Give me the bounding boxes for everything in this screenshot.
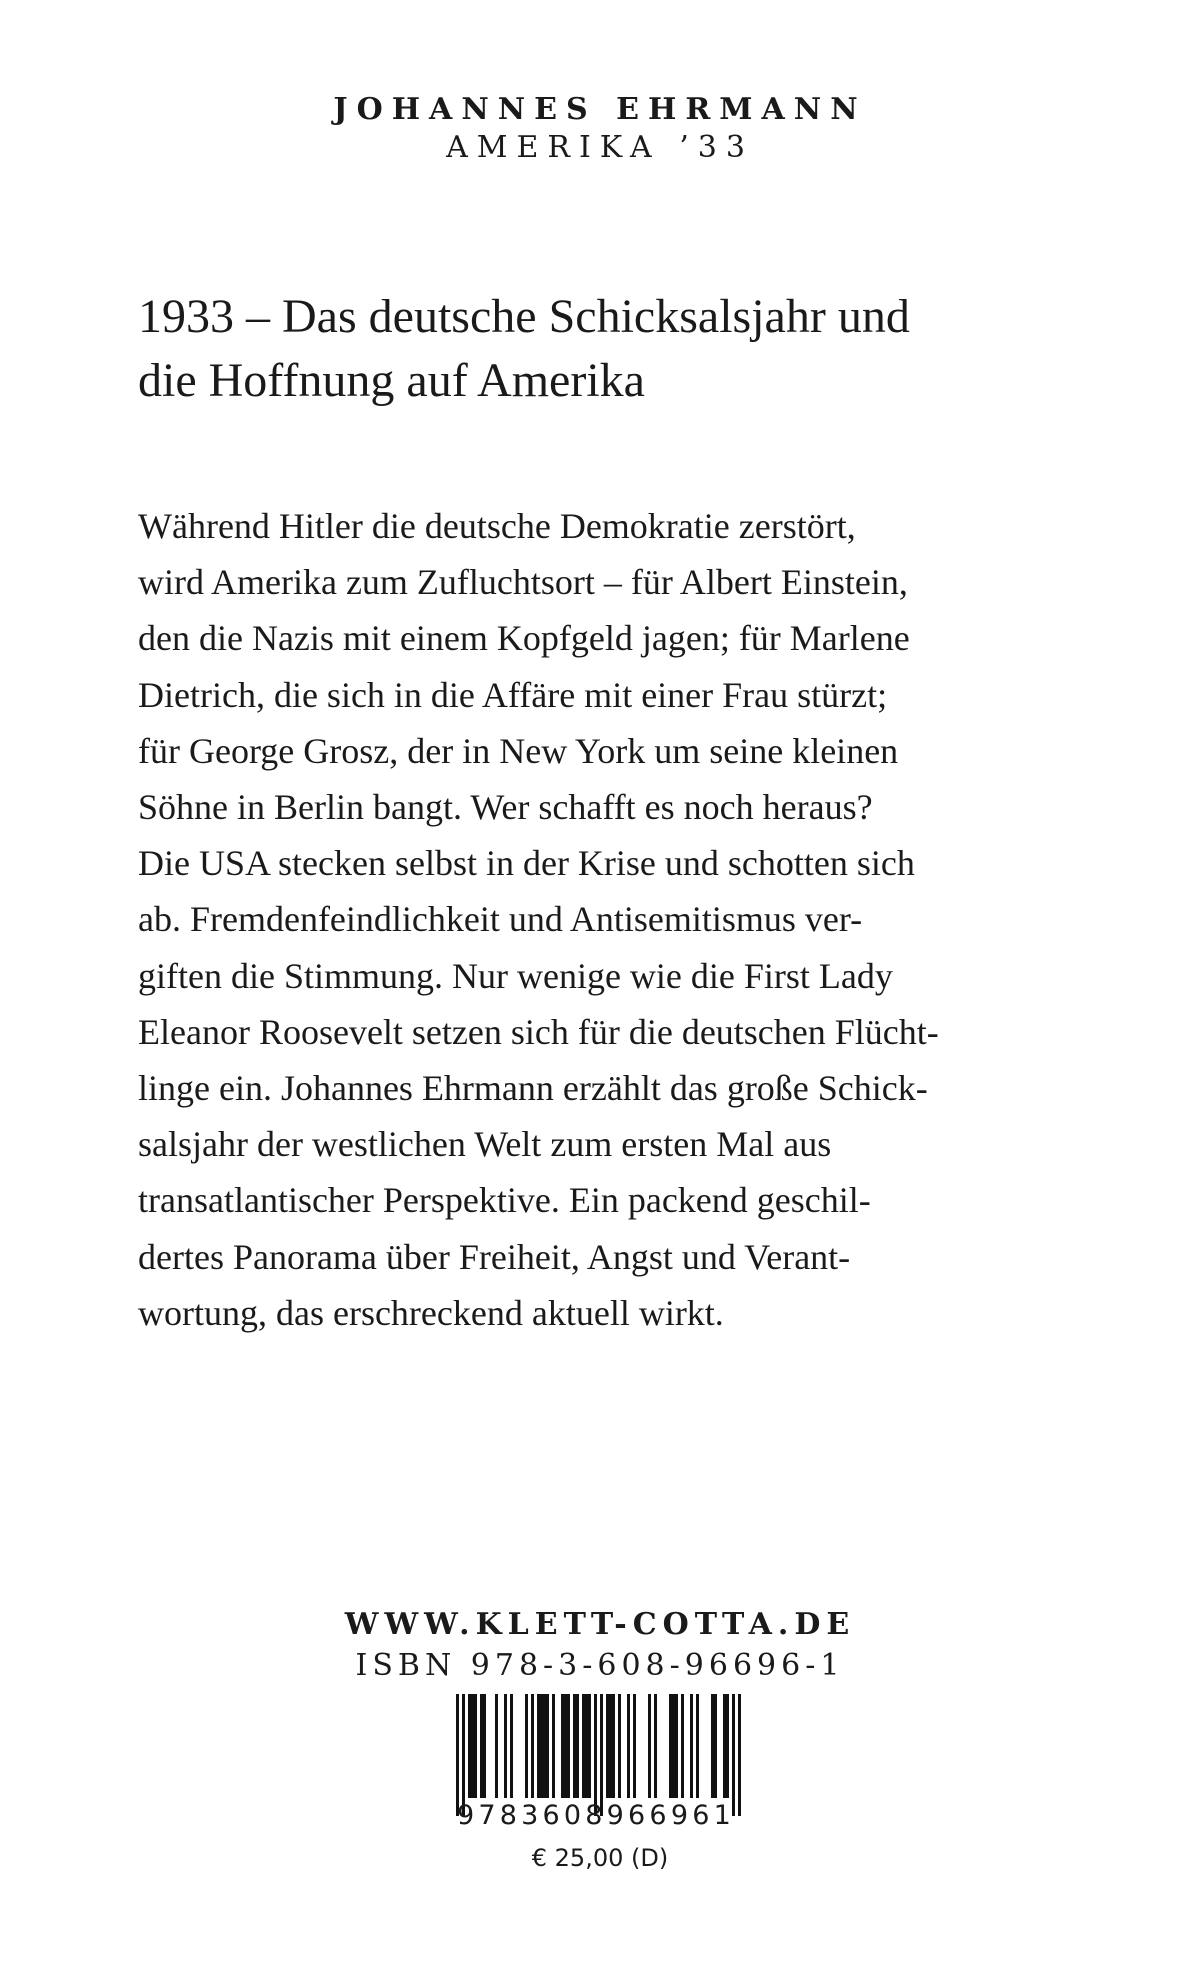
price-label: € 25,00 (D)	[531, 1844, 669, 1872]
barcode-bar	[627, 1694, 630, 1798]
barcode-bar	[711, 1694, 714, 1798]
isbn-number: ISBN 978-3-608-96696-1	[355, 1648, 845, 1683]
barcode-bar	[495, 1694, 498, 1798]
blurb-line: Dietrich, die sich in die Affäre mit einer Frau stürzt;	[138, 674, 888, 715]
barcode-bar	[612, 1694, 615, 1798]
barcode-bar	[669, 1694, 672, 1798]
author-name: JOHANNES EHRMANN	[333, 92, 867, 127]
blurb-line: linge ein. Johannes Ehrmann erzählt das große Schick-	[138, 1068, 928, 1109]
barcode-bar	[726, 1694, 729, 1798]
barcode-bar	[696, 1694, 699, 1798]
barcode-bar	[576, 1694, 579, 1798]
barcode-bar	[561, 1694, 564, 1798]
blurb-line: Die USA stecken selbst in der Krise und schotten sich	[138, 843, 915, 884]
blurb-line: transatlantischer Perspektive. Ein packend geschil-	[138, 1180, 871, 1221]
barcode-bar	[618, 1694, 621, 1798]
blurb-line: für George Grosz, der in New York um seine kleinen	[138, 730, 899, 771]
barcode-bar	[585, 1694, 588, 1798]
barcode-bar	[588, 1694, 591, 1798]
barcode-bar	[573, 1694, 576, 1798]
barcode-bar	[546, 1694, 549, 1798]
barcode-bar	[525, 1694, 528, 1798]
barcode-bar	[606, 1694, 609, 1798]
barcode-bar	[723, 1694, 726, 1798]
blurb-line: giften die Stimmung. Nur wenige wie die First Lady	[138, 955, 893, 996]
book-title: AMERIKA ’33	[446, 130, 754, 165]
barcode-bar	[714, 1694, 717, 1798]
barcode-bar	[690, 1694, 693, 1798]
barcode-bar	[738, 1694, 741, 1816]
barcode-bar	[483, 1694, 486, 1798]
barcode-bar	[675, 1694, 678, 1798]
barcode-bar	[480, 1694, 483, 1798]
blurb-text	[138, 498, 1098, 1341]
headline-line: die Hoffnung auf Amerika	[138, 354, 645, 407]
barcode-bar	[681, 1694, 684, 1798]
barcode-bar	[672, 1694, 675, 1798]
barcode-bar	[567, 1694, 570, 1798]
barcode-bar	[654, 1694, 657, 1798]
barcode-bar	[543, 1694, 546, 1798]
barcode-bar	[600, 1694, 603, 1816]
headline	[138, 285, 1098, 413]
blurb-line: Söhne in Berlin bangt. Wer schafft es noch heraus?	[138, 787, 873, 828]
barcode-bar	[582, 1694, 585, 1798]
barcode-bar	[456, 1694, 459, 1816]
barcode-bar	[504, 1694, 507, 1798]
barcode-bar	[531, 1694, 534, 1798]
barcode-bar	[537, 1694, 540, 1798]
barcode-digits: 9783608966961	[457, 1800, 735, 1831]
barcode-bar	[468, 1694, 471, 1798]
barcode-bar	[594, 1694, 597, 1816]
barcode-bar	[474, 1694, 477, 1798]
barcode-bar	[564, 1694, 567, 1798]
blurb-line: dertes Panorama über Freiheit, Angst und Verant-	[138, 1236, 851, 1277]
blurb-line: den die Nazis mit einem Kopfgeld jagen; für Marlene	[138, 618, 910, 659]
blurb-line: salsjahr der westlichen Welt zum ersten Mal aus	[138, 1124, 832, 1165]
barcode-bar	[510, 1694, 513, 1798]
publisher-website: WWW.KLETT-COTTA.DE	[344, 1607, 856, 1642]
barcode-bar	[471, 1694, 474, 1798]
barcode-bar	[648, 1694, 651, 1798]
headline-line: 1933 – Das deutsche Schicksalsjahr und	[138, 290, 910, 343]
blurb-line: wird Amerika zum Zufluchtsort – für Albert Einstein,	[138, 562, 908, 603]
barcode-bar	[462, 1694, 465, 1816]
blurb-line: wortung, das erschreckend aktuell wirkt.	[138, 1292, 724, 1333]
barcode-bar	[633, 1694, 636, 1798]
barcode-bar	[732, 1694, 735, 1816]
barcode-bar	[540, 1694, 543, 1798]
blurb-line: ab. Fremdenfeindlichkeit und Antisemitismus ver-	[138, 899, 863, 940]
blurb-line: Eleanor Roosevelt setzen sich für die deutschen Flücht-	[138, 1011, 939, 1052]
blurb-line: Während Hitler die deutsche Demokratie zerstört,	[138, 506, 856, 546]
barcode-bar	[609, 1694, 612, 1798]
barcode-bar	[552, 1694, 555, 1798]
